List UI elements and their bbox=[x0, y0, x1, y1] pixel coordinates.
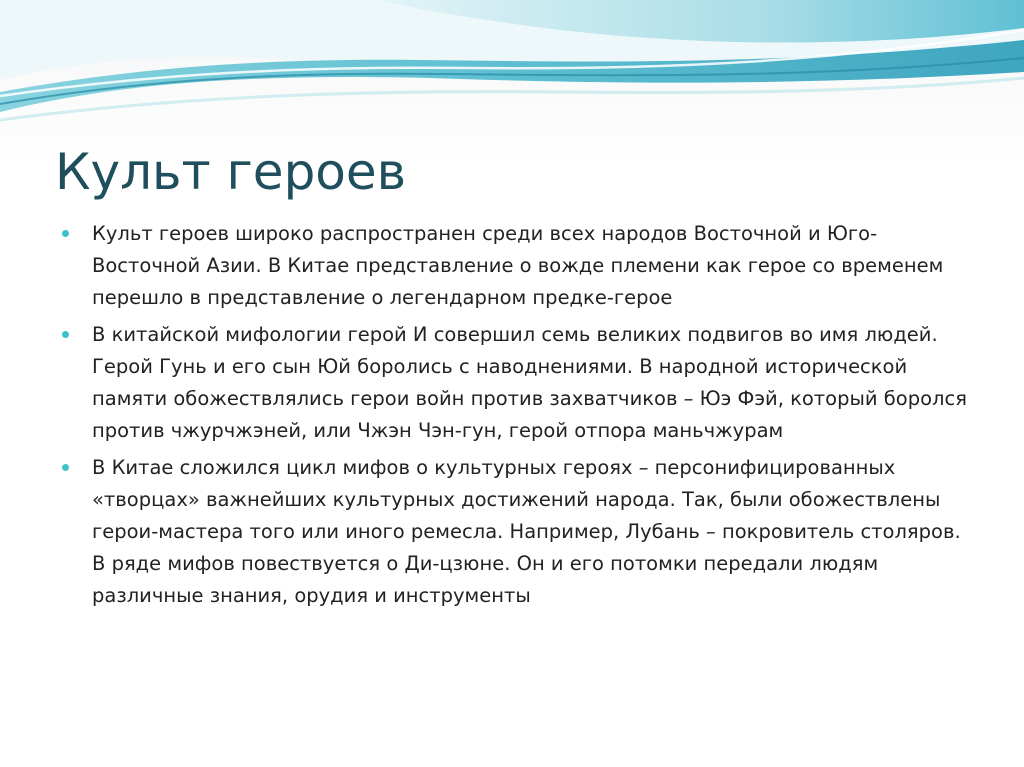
bullet-item bbox=[62, 218, 967, 314]
bullet-dot-icon bbox=[62, 230, 69, 237]
bullet-text: В Китае сложился цикл мифов о культурных героях – персонифицированных «творцах» важнейших культурных достижений народа. Так, были обожествлены герои-мастера того или иного ремесла. Например, Лубань – покровитель столяров. В ряде мифов повествуется о Ди-цзюне. Он и его потомки передали людям различные знания, орудия и инструменты bbox=[92, 456, 961, 607]
bullet-list bbox=[62, 218, 967, 617]
bullet-dot-icon bbox=[62, 331, 69, 338]
bullet-dot-icon bbox=[62, 464, 69, 471]
wave-decoration bbox=[0, 0, 1024, 150]
bullet-item bbox=[62, 319, 967, 447]
bullet-text: В китайской мифологии герой И совершил семь великих подвигов во имя людей. Герой Гунь и его сын Юй боролись с наводнениями. В народной исторической памяти обожествлялись герои войн против захватчиков – Юэ Фэй, который боролся против чжурчжэней, или Чжэн Чэн-гун, герой отпора маньчжурам bbox=[92, 323, 967, 442]
bullet-item bbox=[62, 452, 967, 612]
bullet-text: Культ героев широко распространен среди всех народов Восточной и Юго-Восточной Азии. В Китае представление о вожде племени как герое со временем перешло в представление о легендарном предке-герое bbox=[92, 222, 944, 309]
slide-title: Культ героев bbox=[55, 143, 407, 201]
